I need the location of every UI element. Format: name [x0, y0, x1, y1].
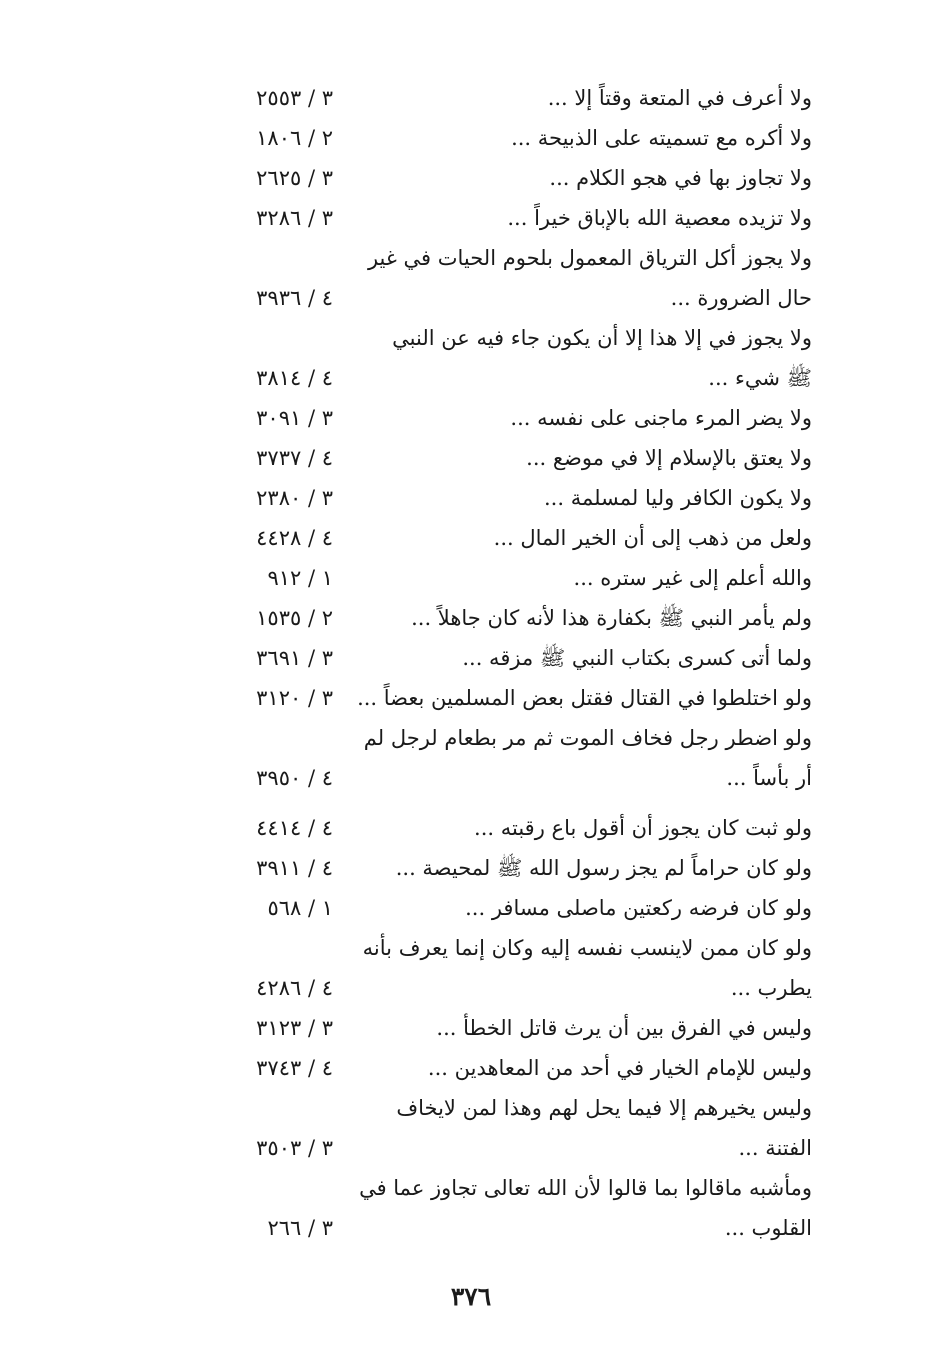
index-entry-reference: ٣ / ٣١٢٣: [256, 1016, 333, 1040]
index-entry-reference: ١ / ٥٦٨: [267, 896, 333, 920]
index-entry-text: ولو اختلطوا في القتال فقتل بعض المسلمين بعضاً ...: [357, 686, 812, 710]
index-entry-reference: ٤ / ٣٨١٤: [256, 366, 333, 390]
index-entry-reference: ٢ / ١٨٠٦: [256, 126, 333, 150]
index-entry-text: ولو ثبت كان يجوز أن أقول باع رقبته ...: [474, 816, 812, 840]
index-entry-reference: ٣ / ٣٠٩١: [256, 406, 333, 430]
index-entry-reference: ٤ / ٣٩٣٦: [256, 286, 333, 310]
index-entry-text: ولو كان فرضه ركعتين ماصلى مسافر ...: [465, 896, 812, 920]
index-entry-reference: ٤ / ٣٧٣٧: [256, 446, 333, 470]
index-entry-text: حال الضرورة ...: [670, 286, 812, 310]
index-entry-reference: ٣ / ٢٦٢٥: [256, 166, 333, 190]
index-entry-reference: ١ / ٩١٢: [267, 566, 333, 590]
index-entry-text: ولا تجاوز بها في هجو الكلام ...: [549, 166, 812, 190]
index-entry-text: القلوب ...: [724, 1216, 812, 1240]
index-entry-text: أر بأساً ...: [726, 766, 812, 790]
index-entry-text: ولا أعرف في المتعة وقتاً إلا ...: [547, 86, 812, 110]
index-entry-text: ولا أكره مع تسميته على الذبيحة ...: [511, 126, 812, 150]
index-entry-text: ولو كان ممن لاينسب نفسه إليه وكان إنما يعرف بأنه: [362, 936, 812, 960]
index-entry-text: الفتنة ...: [738, 1136, 812, 1160]
index-entry-text: ولا يكون الكافر وليا لمسلمة ...: [544, 486, 812, 510]
index-entry-reference: ٢ / ١٥٣٥: [256, 606, 333, 630]
index-entry-text: وليس للإمام الخيار في أحد من المعاهدين ...: [427, 1056, 812, 1080]
index-entry-reference: ٤ / ٣٩١١: [256, 856, 333, 880]
index-entry-text: ولما أتى كسرى بكتاب النبي ﷺ مزقه ...: [462, 646, 812, 670]
index-entry-text: يطرب ...: [730, 976, 812, 1000]
index-entry-text: ولا يجوز أكل الترياق المعمول بلحوم الحيات في غير: [367, 246, 812, 270]
index-entry-text: ولا يعتق بالإسلام إلا في موضع ...: [526, 446, 812, 470]
index-entry-reference: ٣ / ٣٥٠٣: [256, 1136, 333, 1160]
index-entry-reference: ٣ / ٢٦٦: [267, 1216, 333, 1240]
index-entry-reference: ٤ / ٣٧٤٣: [256, 1056, 333, 1080]
index-entry-reference: ٣ / ٣٢٨٦: [256, 206, 333, 230]
index-entry-text: ولعل من ذهب إلى أن الخير المال ...: [493, 526, 812, 550]
index-entry-text: ﷺ شيء ...: [708, 366, 812, 390]
index-entry-text: ولو اضطر رجل فخاف الموت ثم مر بطعام لرجل لم: [363, 726, 812, 750]
index-entry-text: ولا يضر المرء ماجنى على نفسه ...: [510, 406, 812, 430]
index-entry-text: ولا تزيده معصية الله بالإباق خيراً ...: [507, 206, 812, 230]
index-entry-reference: ٣ / ٣١٢٠: [256, 686, 333, 710]
index-entry-reference: ٤ / ٣٩٥٠: [256, 766, 333, 790]
index-entry-reference: ٣ / ٢٣٨٠: [256, 486, 333, 510]
index-entry-reference: ٤ / ٤٤٢٨: [256, 526, 333, 550]
page-number: ٣٧٦: [450, 1282, 492, 1311]
index-entry-text: ولو كان حراماً لم يجز رسول الله ﷺ لمحيصة ...: [395, 856, 812, 880]
index-entry-text: وليس في الفرق بين أن يرث قاتل الخطأ ...: [436, 1016, 812, 1040]
index-entry-text: والله أعلم إلى غير ستره ...: [573, 566, 812, 590]
index-entry-reference: ٣ / ٢٥٥٣: [256, 86, 333, 110]
index-entry-text: ولم يأمر النبي ﷺ بكفارة هذا لأنه كان جاهلاً ...: [411, 606, 812, 630]
index-entry-reference: ٤ / ٤٢٨٦: [256, 976, 333, 1000]
index-entry-reference: ٣ / ٣٦٩١: [256, 646, 333, 670]
index-entry-text: وليس يخيرهم إلا فيما يحل لهم وهذا لمن لايخاف: [396, 1096, 812, 1120]
index-entry-text: ولا يجوز في إلا هذا إلا أن يكون جاء فيه عن النبي: [392, 326, 812, 350]
index-entry-text: ومأشبه ماقالوا بما قالوا لأن الله تعالى تجاوز عما في: [359, 1176, 812, 1200]
index-entry-reference: ٤ / ٤٤١٤: [256, 816, 333, 840]
